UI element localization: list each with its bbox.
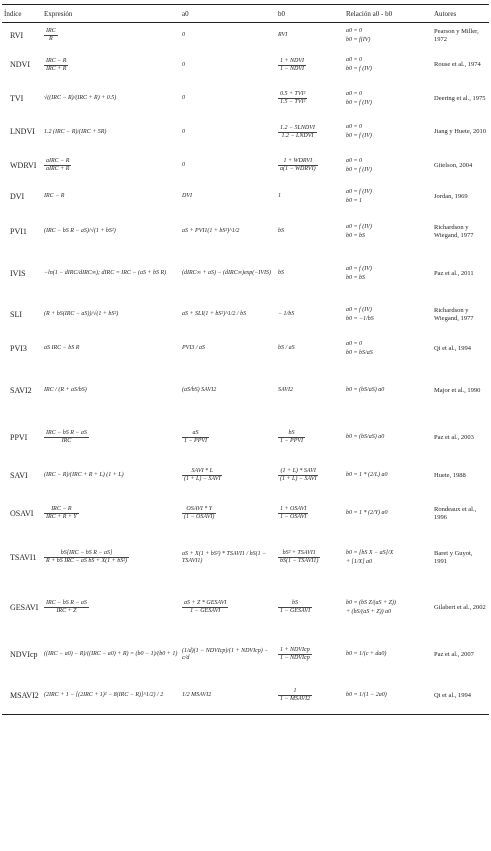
b0-numerator: 1 + NDVI bbox=[280, 57, 305, 64]
a0-text: PVI3 / aS bbox=[182, 345, 205, 352]
relation-line: b0 = 1/(c + da0) bbox=[346, 651, 387, 658]
b0-cell bbox=[276, 23, 344, 49]
relation-line: b0 = 1 bbox=[346, 197, 363, 204]
index-cell: NDVI bbox=[10, 60, 30, 70]
a0-cell bbox=[180, 419, 276, 457]
table-row bbox=[2, 149, 489, 183]
authors-cell: Paz et al., 2011 bbox=[434, 269, 474, 277]
relation-line: a0 = f (IV) bbox=[346, 223, 372, 230]
index-cell: LNDVI bbox=[10, 127, 35, 137]
expression-cell bbox=[42, 82, 180, 116]
a0-denominator: 1 − GESAVI bbox=[190, 608, 221, 614]
expression-cell bbox=[42, 183, 180, 211]
a0-cell bbox=[180, 116, 276, 149]
b0-denominator: 1 − MSAVI2 bbox=[280, 695, 311, 702]
b0-cell bbox=[276, 183, 344, 211]
expression-cell bbox=[42, 116, 180, 149]
b0-fraction bbox=[278, 158, 318, 173]
expression-cell bbox=[42, 23, 180, 49]
expression-text: (R + bS(IRC − aS))/√(1 + bS²) bbox=[44, 311, 119, 318]
a0-numerator: SAVI * L bbox=[182, 468, 222, 476]
authors-cell: Richardson y Wiegand, 1977 bbox=[434, 307, 474, 322]
table-row bbox=[2, 82, 489, 116]
expression-numerator: IRC − bS R − aS bbox=[46, 600, 87, 607]
expression-text: aS IRC − bS R bbox=[44, 345, 80, 352]
authors-cell: Pearson y Miller, 1972 bbox=[434, 28, 479, 43]
b0-denominator: (1 + L) − SAVI bbox=[280, 476, 317, 482]
expression-fraction bbox=[44, 506, 79, 521]
expression-cell bbox=[42, 295, 180, 335]
b0-denominator: 1.5 − TVI² bbox=[280, 99, 306, 105]
a0-numerator: aS bbox=[182, 430, 209, 438]
b0-text: bS bbox=[278, 228, 284, 235]
b0-fraction bbox=[278, 550, 320, 565]
authors-cell: Qi et al., 1994 bbox=[432, 677, 489, 715]
b0-numerator: 1 + WDRVI bbox=[278, 158, 318, 166]
index-cell: OSAVI bbox=[10, 508, 34, 518]
relation-cell bbox=[344, 211, 432, 253]
relation-line: b0 = (bS/aS) a0 bbox=[346, 434, 385, 441]
relation-line: b0 = f (IV) bbox=[346, 99, 372, 106]
table-row bbox=[2, 335, 489, 363]
expression-numerator: IRC bbox=[46, 28, 56, 35]
expression-cell bbox=[42, 533, 180, 583]
a0-text: (dIRC∞ + aS) − (dIRC∞)exp(−IVIS) bbox=[182, 270, 272, 277]
index-cell: PVI3 bbox=[10, 343, 27, 353]
index-cell: NDVIcp bbox=[10, 649, 38, 659]
b0-fraction bbox=[278, 506, 308, 521]
expression-text: 1.2 (IRC − R)/(IRC + 5R) bbox=[44, 128, 107, 135]
relation-line: b0 = 1/(1 − 2a0) bbox=[346, 691, 387, 698]
expression-cell bbox=[42, 583, 180, 633]
b0-fraction bbox=[278, 647, 312, 662]
authors-cell: Jiang y Huete, 2010 bbox=[434, 128, 486, 136]
b0-cell bbox=[276, 583, 344, 633]
a0-text: aS + PVI1(1 + bS²)^1/2 bbox=[182, 228, 240, 235]
table-row bbox=[2, 183, 489, 211]
expression-cell bbox=[42, 457, 180, 495]
authors-cell: Deering et al., 1975 bbox=[434, 94, 486, 102]
header-authors: Autores bbox=[432, 5, 489, 23]
a0-text: 0 bbox=[182, 162, 185, 169]
index-cell: WDRVI bbox=[10, 160, 37, 170]
expression-text: (2IRC + 1 − [(2IRC + 1)² − 8(IRC − R)]^1/2) / 2 bbox=[44, 691, 164, 698]
relation-cell bbox=[344, 82, 432, 116]
a0-cell bbox=[180, 495, 276, 533]
a0-fraction bbox=[182, 600, 228, 615]
authors-cell: Gilabert et al., 2002 bbox=[434, 603, 486, 611]
relation-cell bbox=[344, 583, 432, 633]
authors-cell: Richardson y Wiegand, 1977 bbox=[434, 224, 474, 239]
expression-cell bbox=[42, 633, 180, 677]
index-cell: DVI bbox=[10, 191, 25, 201]
b0-cell bbox=[276, 116, 344, 149]
relation-line: b0 = f (IV) bbox=[346, 166, 372, 173]
b0-cell bbox=[276, 633, 344, 677]
b0-cell bbox=[276, 363, 344, 419]
b0-fraction bbox=[278, 468, 318, 483]
expression-text: IRC / (R + aS/bS) bbox=[44, 387, 87, 394]
relation-cell bbox=[344, 49, 432, 82]
b0-fraction bbox=[278, 91, 307, 106]
b0-text: RVI bbox=[278, 32, 288, 39]
expression-fraction bbox=[44, 58, 68, 73]
b0-denominator: a(1 − WDRVI) bbox=[280, 166, 316, 172]
b0-denominator: 1.2 − LNDVI bbox=[281, 132, 314, 139]
vegetation-index-table bbox=[2, 4, 489, 715]
relation-cell bbox=[344, 335, 432, 363]
index-cell: SLI bbox=[10, 309, 22, 319]
a0-cell bbox=[180, 335, 276, 363]
relation-line: a0 = f (IV) bbox=[346, 188, 372, 195]
a0-denominator: 1 − PPVI bbox=[184, 438, 208, 444]
b0-denominator: 1 − NDVIcp bbox=[280, 655, 310, 661]
relation-line: b0 = bS bbox=[346, 274, 366, 281]
relation-cell bbox=[344, 457, 432, 495]
b0-denominator: 1 − OSAVI bbox=[280, 514, 307, 520]
expression-denominator: IRC bbox=[61, 438, 72, 444]
expression-numerator: IRC − bS R − aS bbox=[46, 430, 87, 437]
table-row bbox=[2, 533, 489, 583]
expression-numerator: IRC − R bbox=[44, 506, 79, 514]
table-row bbox=[2, 677, 489, 715]
relation-line: b0 = f (IV) bbox=[346, 66, 372, 72]
header-b0: b0 bbox=[276, 5, 344, 23]
b0-cell bbox=[276, 457, 344, 495]
a0-cell bbox=[180, 253, 276, 295]
b0-fraction bbox=[278, 688, 312, 703]
header-relation: Relación a0 - b0 bbox=[344, 5, 432, 23]
relation-cell bbox=[344, 23, 432, 49]
b0-fraction bbox=[278, 125, 317, 140]
relation-line: b0 = f (IV) bbox=[346, 133, 372, 139]
expression-fraction bbox=[44, 28, 58, 43]
expression-cell bbox=[42, 419, 180, 457]
table-row bbox=[2, 49, 489, 82]
index-cell: MSAVI2 bbox=[2, 677, 42, 715]
header-expression: Expresión bbox=[42, 5, 180, 23]
expression-fraction bbox=[44, 600, 89, 615]
b0-numerator: bS² + TSAVI1 bbox=[278, 550, 320, 558]
a0-text: (aS/bS) SAVI2 bbox=[182, 387, 217, 394]
relation-line: + (bS/(aS + Z)) a0 bbox=[346, 608, 392, 615]
a0-fraction bbox=[182, 468, 222, 483]
expression-denominator: IRC + R bbox=[46, 65, 67, 72]
expression-cell bbox=[42, 253, 180, 295]
b0-denominator: 1 − PPVI bbox=[280, 438, 304, 444]
a0-text: DVI bbox=[182, 193, 192, 200]
expression-text: (IRC − R)/(IRC + R + L) (1 + L) bbox=[44, 472, 124, 479]
expression-cell bbox=[42, 149, 180, 183]
relation-line: b0 = (bS/aS) a0 bbox=[346, 387, 385, 394]
relation-line: a0 = f (IV) bbox=[346, 306, 372, 313]
a0-cell bbox=[180, 149, 276, 183]
b0-numerator: 1 + OSAVI bbox=[280, 506, 307, 513]
expression-text: (IRC − bS R − aS)/√(1 + bS²) bbox=[44, 228, 116, 235]
b0-cell bbox=[276, 295, 344, 335]
expression-text: −ln(1 − dIRC/dIRC∞); dIRC = IRC − (aS + bS R) bbox=[44, 270, 167, 277]
relation-cell bbox=[344, 149, 432, 183]
index-cell: RVI bbox=[10, 31, 24, 41]
header-a0: a0 bbox=[180, 5, 276, 23]
index-cell: TSAVI1 bbox=[10, 552, 37, 562]
b0-denominator: 1 − NDVI bbox=[280, 65, 305, 72]
table-body bbox=[2, 23, 489, 715]
b0-cell bbox=[276, 253, 344, 295]
relation-cell bbox=[344, 419, 432, 457]
b0-numerator: 1 bbox=[278, 688, 312, 696]
relation-line: b0 = f(IV) bbox=[346, 36, 371, 43]
table-row bbox=[2, 253, 489, 295]
expression-cell bbox=[42, 49, 180, 82]
table-row bbox=[2, 363, 489, 419]
authors-cell: Baret y Guyot, 1991 bbox=[434, 550, 473, 565]
b0-cell bbox=[276, 533, 344, 583]
a0-numerator: OSAVI * Y bbox=[182, 506, 216, 514]
expression-fraction bbox=[44, 430, 89, 445]
expression-numerator: IRC − R bbox=[46, 57, 67, 64]
a0-text: 0 bbox=[182, 32, 185, 39]
relation-cell bbox=[344, 495, 432, 533]
relation-cell bbox=[344, 116, 432, 149]
table-row bbox=[2, 633, 489, 677]
relation-line: b0 = 1 * (2/Y) a0 bbox=[346, 510, 388, 517]
relation-line: a0 = f (IV) bbox=[346, 265, 372, 272]
a0-numerator: aS + Z * GESAVI bbox=[184, 600, 227, 607]
relation-line: b0 = bS bbox=[346, 232, 366, 239]
expression-text: √((IRC − R)/(IRC + R) + 0.5) bbox=[44, 95, 117, 102]
index-cell: GESAVI bbox=[10, 602, 39, 612]
expression-denominator: IRC + Z bbox=[56, 608, 77, 614]
b0-text: − 1/bS bbox=[278, 311, 295, 318]
authors-cell: Paz et al., 2003 bbox=[434, 433, 474, 441]
table-row bbox=[2, 457, 489, 495]
expression-cell bbox=[42, 211, 180, 253]
expression-fraction bbox=[44, 158, 71, 173]
table-row bbox=[2, 295, 489, 335]
a0-denominator: (1 + L) − SAVI bbox=[184, 476, 221, 482]
b0-cell bbox=[276, 419, 344, 457]
authors-cell: Qi et al., 1994 bbox=[434, 344, 472, 352]
table-row bbox=[2, 419, 489, 457]
b0-text: SAVI2 bbox=[278, 387, 294, 394]
table-row bbox=[2, 23, 489, 49]
authors-cell: Major et al., 1990 bbox=[434, 386, 481, 394]
expression-cell bbox=[42, 495, 180, 533]
b0-numerator: bS bbox=[278, 430, 305, 438]
relation-line: a0 = 0 bbox=[346, 90, 363, 97]
authors-cell: Paz et al., 2007 bbox=[434, 650, 474, 658]
b0-cell bbox=[276, 335, 344, 363]
relation-line: b0 = −1/bS bbox=[346, 315, 374, 322]
authors-cell: Jordan, 1969 bbox=[434, 192, 468, 200]
b0-text: bS / aS bbox=[278, 345, 295, 352]
a0-cell bbox=[180, 583, 276, 633]
b0-numerator: bS bbox=[278, 600, 312, 608]
a0-text: 0 bbox=[182, 61, 185, 68]
relation-line: b0 = bS/aS bbox=[346, 349, 373, 356]
relation-line: a0 = 0 bbox=[346, 57, 363, 64]
expression-text: IRC − R bbox=[44, 193, 65, 200]
a0-text: aS + SLI(1 + bS²)^1/2 / bS bbox=[182, 311, 247, 318]
index-cell: PVI1 bbox=[10, 226, 27, 236]
b0-cell bbox=[276, 49, 344, 82]
a0-cell bbox=[180, 295, 276, 335]
relation-cell bbox=[344, 183, 432, 211]
a0-cell bbox=[180, 677, 276, 715]
authors-cell: Huete, 1988 bbox=[434, 471, 466, 479]
relation-line: b0 = (bS Z/(aS + Z)) bbox=[346, 599, 396, 606]
a0-cell bbox=[180, 363, 276, 419]
expression-denominator: aIRC + R bbox=[46, 166, 70, 172]
b0-numerator: 0.5 + TVI² bbox=[280, 91, 306, 98]
relation-line: b0 = [bS X − aS]/X bbox=[346, 549, 394, 556]
relation-cell bbox=[344, 363, 432, 419]
table-row bbox=[2, 116, 489, 149]
a0-text: 0 bbox=[182, 128, 185, 135]
a0-text: 1/2 MSAVI2 bbox=[182, 691, 212, 698]
table-row bbox=[2, 211, 489, 253]
a0-cell bbox=[180, 82, 276, 116]
relation-cell bbox=[344, 633, 432, 677]
b0-denominator: bS(1 − TSAVI1) bbox=[280, 558, 319, 564]
a0-cell bbox=[180, 457, 276, 495]
table-header-row bbox=[2, 5, 489, 23]
b0-numerator: (1 + L) * SAVI bbox=[278, 468, 318, 476]
header-index: Índice bbox=[2, 5, 42, 23]
b0-text: bS bbox=[278, 270, 284, 277]
table-row bbox=[2, 495, 489, 533]
b0-cell bbox=[276, 495, 344, 533]
b0-fraction bbox=[278, 600, 312, 615]
expression-denominator: R bbox=[49, 36, 53, 43]
expression-denominator: R + bS IRC − aS bS + X(1 + bS²) bbox=[46, 558, 127, 564]
relation-cell bbox=[344, 533, 432, 583]
table-row bbox=[2, 583, 489, 633]
relation-line: a0 = 0 bbox=[346, 27, 363, 34]
b0-cell bbox=[276, 211, 344, 253]
b0-cell bbox=[276, 149, 344, 183]
b0-fraction bbox=[278, 430, 305, 445]
authors-cell: Rouse et al., 1974 bbox=[434, 61, 481, 69]
a0-fraction bbox=[182, 506, 216, 521]
relation-line: a0 = 0 bbox=[346, 340, 363, 347]
b0-text: 1 bbox=[278, 193, 281, 200]
authors-cell: Rondeaux et al., 1996 bbox=[434, 506, 477, 521]
a0-denominator: (1 − OSAVI) bbox=[184, 514, 215, 520]
a0-cell bbox=[180, 183, 276, 211]
b0-fraction bbox=[278, 58, 306, 73]
expression-cell bbox=[42, 335, 180, 363]
a0-cell bbox=[180, 633, 276, 677]
relation-line: a0 = 0 bbox=[346, 124, 363, 131]
expression-cell bbox=[42, 363, 180, 419]
expression-denominator: IRC + R + Y bbox=[46, 514, 77, 520]
b0-cell bbox=[276, 677, 344, 715]
expression-numerator: aIRC − R bbox=[46, 158, 70, 165]
expression-numerator: bS[IRC − bS R − aS] bbox=[44, 550, 129, 558]
a0-cell bbox=[180, 23, 276, 49]
relation-cell bbox=[344, 295, 432, 335]
b0-cell bbox=[276, 82, 344, 116]
index-cell: SAVI bbox=[10, 470, 28, 480]
b0-numerator: 1 + NDVIcp bbox=[280, 647, 310, 654]
authors-cell: Gitelson, 2004 bbox=[434, 161, 473, 169]
expression-text: ((IRC − a0) − R)/((IRC − a0) + R) = (b0 − 1)/(b0 + 1) bbox=[44, 651, 178, 658]
relation-line: a0 = 0 bbox=[346, 157, 363, 164]
index-cell: TVI bbox=[10, 93, 24, 103]
relation-line: b0 = 1 * (2/L) a0 bbox=[346, 472, 388, 479]
a0-cell bbox=[180, 211, 276, 253]
a0-text: 0 bbox=[182, 95, 185, 102]
a0-text: (1/d)(1 − NDVIcp)/(1 + NDVIcp) − c/d bbox=[182, 647, 269, 661]
index-cell: IVIS bbox=[10, 268, 26, 278]
index-cell: PPVI bbox=[10, 432, 28, 442]
a0-text: aS + X(1 + bS²) * TSAVI1 / bS(1 − TSAVI1) bbox=[182, 550, 267, 564]
relation-line: + [1/X] a0 bbox=[346, 558, 373, 565]
a0-fraction bbox=[182, 430, 209, 445]
expression-fraction bbox=[44, 550, 129, 565]
relation-cell bbox=[344, 677, 432, 715]
a0-cell bbox=[180, 49, 276, 82]
b0-numerator: 1.2 − 5LNDVI bbox=[280, 124, 315, 131]
a0-cell bbox=[180, 533, 276, 583]
index-cell: SAVI2 bbox=[10, 385, 32, 395]
expression-cell bbox=[42, 677, 180, 715]
relation-cell bbox=[344, 253, 432, 295]
b0-denominator: 1 − GESAVI bbox=[280, 608, 311, 614]
